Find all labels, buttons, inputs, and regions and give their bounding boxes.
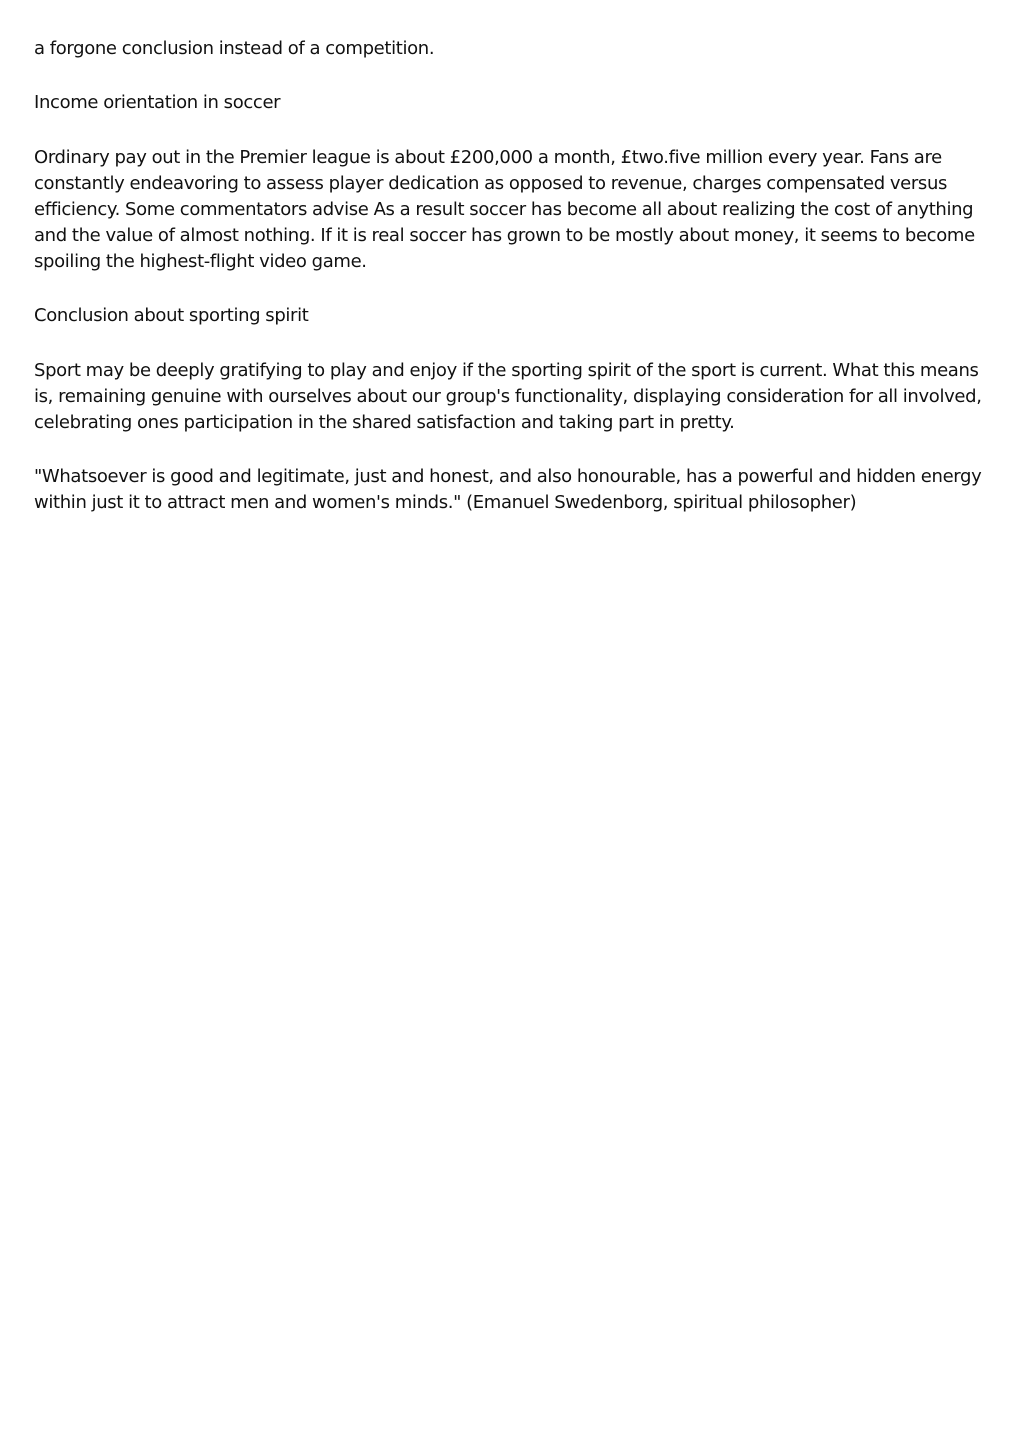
section-heading-income-orientation: Income orientation in soccer: [34, 92, 281, 113]
paragraph-sporting-spirit: Sport may be deeply gratifying to play and enjoy if the sporting spirit of the sport is current. What this means is, remaining genuine with ourselves about our group's functionality, displaying consideration for all involved, celebrating ones participation in the shared satisfaction and taking part in pretty.: [34, 360, 982, 433]
document-page: [34, 36, 989, 544]
section-heading-conclusion: Conclusion about sporting spirit: [34, 305, 309, 326]
paragraph-continuation: a forgone conclusion instead of a competition.: [34, 38, 435, 59]
paragraph-swedenborg-quote: "Whatsoever is good and legitimate, just and honest, and also honourable, has a powerful and hidden energy within just it to attract men and women's minds." (Emanuel Swedenborg, spiritual philosopher): [34, 466, 982, 513]
paragraph-premier-league-pay: Ordinary pay out in the Premier league is about £200,000 a month, £two.five million every year. Fans are constantly endeavoring to assess player dedication as opposed to revenue, charges compensated versus efficiency. Some commentators advise As a result soccer has become all about realizing the cost of anything and the value of almost nothing. If it is real soccer has grown to be mostly about money, it seems to become spoiling the highest-flight video game.: [34, 147, 975, 272]
